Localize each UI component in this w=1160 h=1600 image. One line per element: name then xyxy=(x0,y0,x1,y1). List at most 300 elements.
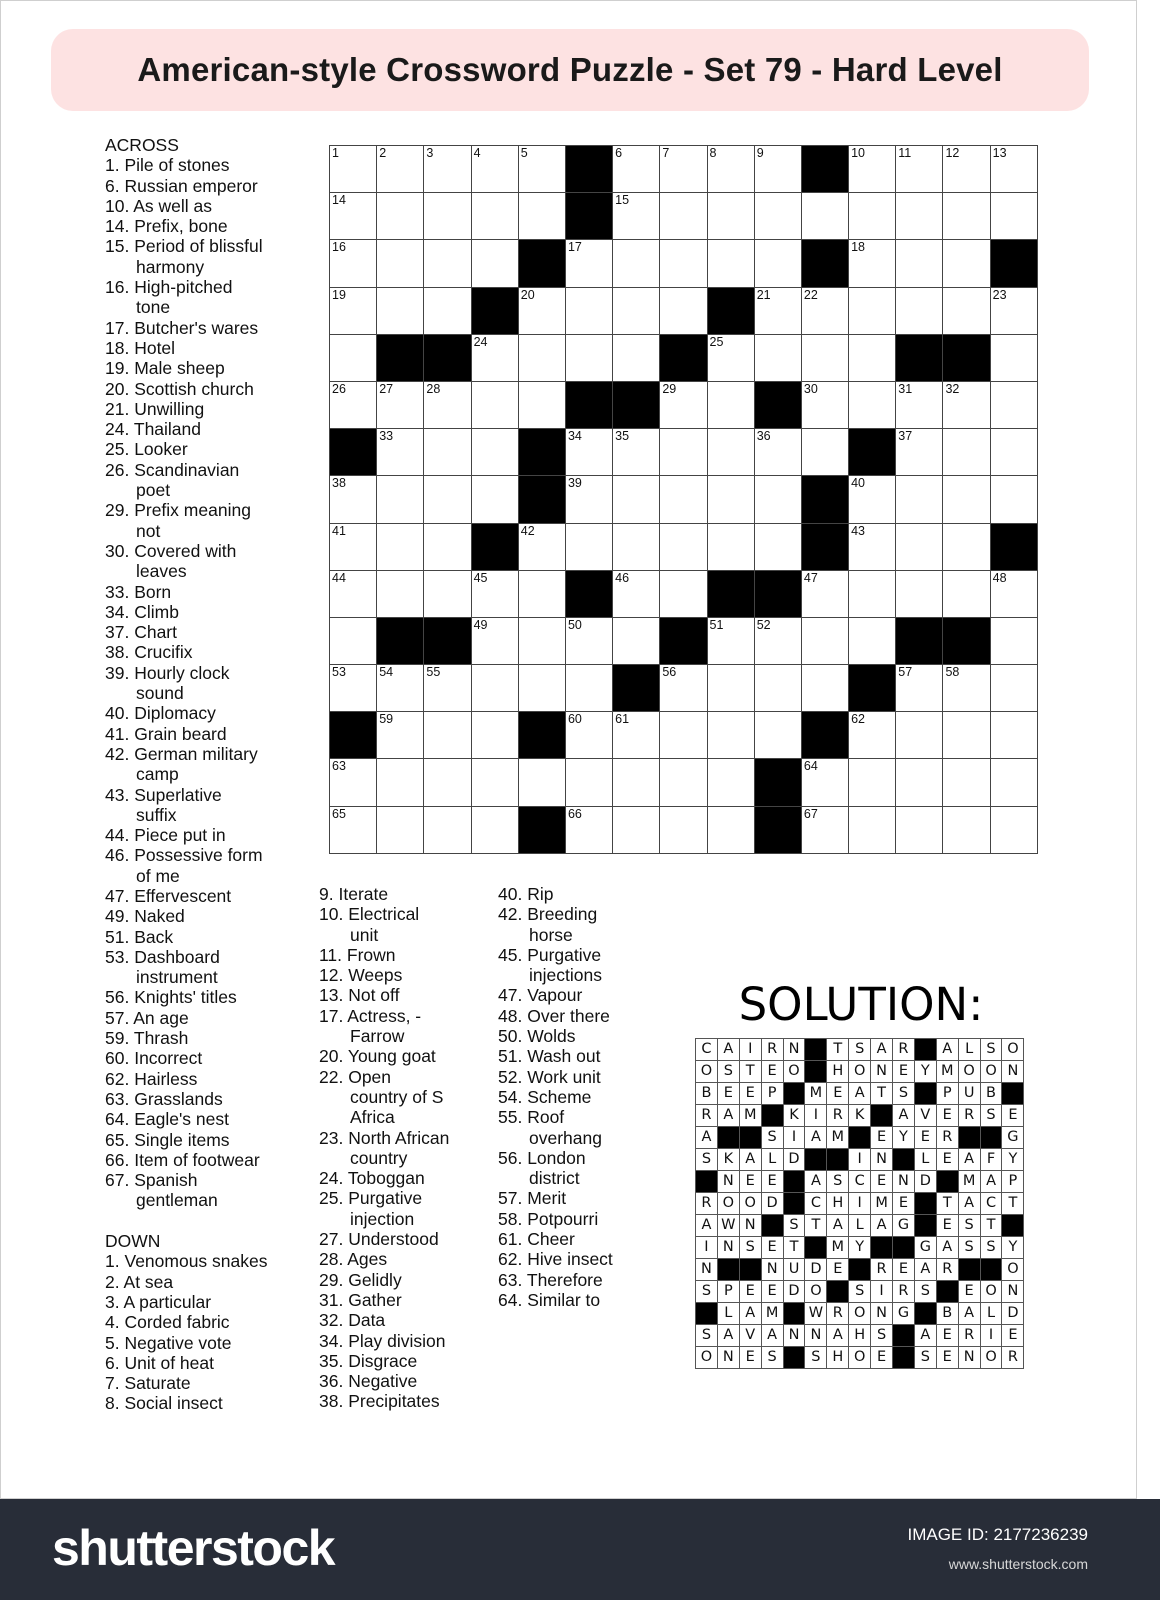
solution-letter: N xyxy=(959,1347,981,1369)
solution-letter: O xyxy=(981,1347,1003,1369)
grid-cell[interactable] xyxy=(943,429,990,476)
grid-cell[interactable] xyxy=(896,382,943,429)
grid-cell[interactable] xyxy=(377,146,424,193)
grid-cell[interactable] xyxy=(472,759,519,806)
black-square xyxy=(755,807,802,854)
clue-text: Corded fabric xyxy=(124,1312,230,1333)
black-square xyxy=(519,476,566,523)
grid-cell[interactable] xyxy=(330,759,377,806)
across-clue xyxy=(105,602,305,622)
grid-cell[interactable] xyxy=(849,807,896,854)
clue-number: 25. xyxy=(105,439,130,460)
grid-cell[interactable] xyxy=(424,712,471,759)
grid-cell[interactable] xyxy=(708,807,755,854)
grid-cell[interactable] xyxy=(613,759,660,806)
down-clue xyxy=(105,1251,305,1271)
grid-cell[interactable] xyxy=(755,429,802,476)
clue-text: Roof overhang xyxy=(527,1107,602,1148)
solution-black-square xyxy=(893,1347,915,1369)
grid-cell[interactable] xyxy=(377,288,424,335)
grid-cell[interactable] xyxy=(613,193,660,240)
crossword-grid[interactable] xyxy=(329,145,1038,854)
solution-black-square xyxy=(849,1259,871,1281)
shutterstock-logo[interactable]: shutterstock xyxy=(52,1520,335,1576)
grid-cell[interactable] xyxy=(943,193,990,240)
solution-letter: S xyxy=(784,1215,806,1237)
grid-cell[interactable] xyxy=(896,807,943,854)
across-clue xyxy=(105,358,305,378)
solution-letter: R xyxy=(696,1193,718,1215)
solution-letter: E xyxy=(937,1215,959,1237)
grid-cell[interactable] xyxy=(613,524,660,571)
solution-letter: E xyxy=(718,1083,740,1105)
solution-black-square xyxy=(827,1281,849,1303)
solution-letter: P xyxy=(937,1083,959,1105)
grid-cell[interactable] xyxy=(943,712,990,759)
cell-number: 1 xyxy=(332,146,339,160)
solution-black-square xyxy=(871,1105,893,1127)
cell-number: 43 xyxy=(851,523,865,538)
clue-number: 18. xyxy=(105,337,130,358)
grid-cell[interactable] xyxy=(613,807,660,854)
cell-number: 25 xyxy=(709,334,724,349)
black-square xyxy=(519,712,566,759)
solution-letter: D xyxy=(784,1149,806,1171)
across-clue xyxy=(105,236,305,277)
grid-cell[interactable] xyxy=(991,146,1038,193)
grid-cell[interactable] xyxy=(755,665,802,712)
grid-cell[interactable] xyxy=(849,476,896,523)
solution-black-square xyxy=(827,1149,849,1171)
clue-text: Breeding horse xyxy=(527,904,598,945)
grid-cell[interactable] xyxy=(849,382,896,429)
cell-number: 54 xyxy=(379,665,394,680)
grid-cell[interactable] xyxy=(613,571,660,618)
grid-cell[interactable] xyxy=(660,240,707,287)
grid-cell[interactable] xyxy=(755,618,802,665)
grid-cell[interactable] xyxy=(519,288,566,335)
clue-number: 16. xyxy=(105,277,130,298)
grid-cell[interactable] xyxy=(991,665,1038,712)
grid-cell[interactable] xyxy=(424,665,471,712)
grid-cell[interactable] xyxy=(330,618,377,665)
grid-cell[interactable] xyxy=(896,571,943,618)
grid-cell[interactable] xyxy=(377,665,424,712)
grid-cell[interactable] xyxy=(377,476,424,523)
solution-letter: G xyxy=(1002,1127,1024,1149)
grid-cell[interactable] xyxy=(708,759,755,806)
black-square xyxy=(613,665,660,712)
clue-number: 59. xyxy=(105,1028,130,1049)
grid-cell[interactable] xyxy=(566,288,613,335)
grid-cell[interactable] xyxy=(943,665,990,712)
clue-text: Unit of heat xyxy=(124,1352,214,1373)
grid-cell[interactable] xyxy=(613,429,660,476)
grid-cell[interactable] xyxy=(330,382,377,429)
grid-cell[interactable] xyxy=(424,476,471,523)
grid-cell[interactable] xyxy=(708,665,755,712)
solution-letter: N xyxy=(1002,1281,1024,1303)
grid-cell[interactable] xyxy=(330,193,377,240)
cell-number: 27 xyxy=(379,381,394,396)
grid-cell[interactable] xyxy=(330,476,377,523)
grid-cell[interactable] xyxy=(472,193,519,240)
grid-cell[interactable] xyxy=(472,429,519,476)
down-clue xyxy=(319,1391,494,1411)
solution-letter: S xyxy=(762,1347,784,1369)
grid-cell[interactable] xyxy=(424,759,471,806)
solution-letter: H xyxy=(849,1325,871,1347)
clue-text: Vapour xyxy=(527,985,583,1006)
grid-cell[interactable] xyxy=(896,476,943,523)
grid-cell[interactable] xyxy=(519,335,566,382)
grid-cell[interactable] xyxy=(613,618,660,665)
solution-black-square xyxy=(915,1193,937,1215)
grid-cell[interactable] xyxy=(991,429,1038,476)
solution-letter: G xyxy=(915,1237,937,1259)
grid-cell[interactable] xyxy=(566,759,613,806)
grid-cell[interactable] xyxy=(566,335,613,382)
grid-cell[interactable] xyxy=(330,571,377,618)
clue-column-2 xyxy=(319,884,494,1412)
solution-letter: I xyxy=(696,1237,718,1259)
grid-cell[interactable] xyxy=(472,382,519,429)
solution-letter: F xyxy=(981,1149,1003,1171)
solution-letter: S xyxy=(740,1237,762,1259)
grid-cell[interactable] xyxy=(330,524,377,571)
grid-cell[interactable] xyxy=(472,146,519,193)
grid-cell[interactable] xyxy=(755,712,802,759)
grid-cell[interactable] xyxy=(330,146,377,193)
grid-cell[interactable] xyxy=(613,335,660,382)
grid-cell[interactable] xyxy=(424,288,471,335)
grid-cell[interactable] xyxy=(943,382,990,429)
solution-letter: S xyxy=(696,1281,718,1303)
grid-cell[interactable] xyxy=(991,193,1038,240)
across-clue xyxy=(105,277,305,318)
grid-cell[interactable] xyxy=(755,193,802,240)
grid-cell[interactable] xyxy=(377,759,424,806)
grid-cell[interactable] xyxy=(472,571,519,618)
grid-cell[interactable] xyxy=(802,571,849,618)
grid-cell[interactable] xyxy=(802,288,849,335)
grid-cell[interactable] xyxy=(660,759,707,806)
solution-black-square xyxy=(893,1149,915,1171)
solution-letter: D xyxy=(1002,1303,1024,1325)
clue-number: 24. xyxy=(319,1168,344,1189)
grid-cell[interactable] xyxy=(708,476,755,523)
grid-cell[interactable] xyxy=(660,571,707,618)
grid-cell[interactable] xyxy=(708,524,755,571)
down-clue xyxy=(498,945,673,986)
grid-cell[interactable] xyxy=(708,240,755,287)
grid-cell[interactable] xyxy=(424,382,471,429)
grid-cell[interactable] xyxy=(849,335,896,382)
grid-cell[interactable] xyxy=(566,524,613,571)
solution-black-square xyxy=(762,1105,784,1127)
grid-cell[interactable] xyxy=(613,146,660,193)
solution-letter: A xyxy=(871,1215,893,1237)
grid-cell[interactable] xyxy=(849,240,896,287)
across-clue xyxy=(105,1089,305,1109)
clue-number: 17. xyxy=(319,1005,344,1026)
solution-black-square xyxy=(981,1259,1003,1281)
solution-letter: I xyxy=(740,1039,762,1061)
clue-text: Frown xyxy=(346,944,396,965)
grid-cell[interactable] xyxy=(802,759,849,806)
grid-cell[interactable] xyxy=(660,524,707,571)
solution-black-square xyxy=(740,1259,762,1281)
solution-letter: N xyxy=(740,1215,762,1237)
grid-cell[interactable] xyxy=(755,240,802,287)
grid-cell[interactable] xyxy=(943,759,990,806)
grid-cell[interactable] xyxy=(660,665,707,712)
clue-number: 4. xyxy=(105,1312,120,1333)
solution-letter: L xyxy=(981,1303,1003,1325)
cell-number: 61 xyxy=(615,712,630,727)
grid-cell[interactable] xyxy=(330,665,377,712)
grid-cell[interactable] xyxy=(566,240,613,287)
solution-letter: C xyxy=(696,1039,718,1061)
solution-black-square xyxy=(805,1061,827,1083)
grid-cell[interactable] xyxy=(991,807,1038,854)
grid-cell[interactable] xyxy=(424,571,471,618)
grid-cell[interactable] xyxy=(613,476,660,523)
grid-cell[interactable] xyxy=(943,571,990,618)
grid-cell[interactable] xyxy=(377,524,424,571)
across-clue xyxy=(105,663,305,704)
solution-letter: E xyxy=(893,1193,915,1215)
grid-cell[interactable] xyxy=(708,618,755,665)
solution-letter: S xyxy=(893,1083,915,1105)
grid-cell[interactable] xyxy=(613,240,660,287)
grid-cell[interactable] xyxy=(472,665,519,712)
site-url[interactable]: www.shutterstock.com xyxy=(948,1556,1088,1572)
solution-letter: U xyxy=(784,1259,806,1281)
grid-cell[interactable] xyxy=(377,571,424,618)
clue-number: 41. xyxy=(105,723,130,744)
grid-cell[interactable] xyxy=(708,712,755,759)
clue-number: 37. xyxy=(105,622,130,643)
grid-cell[interactable] xyxy=(660,288,707,335)
solution-letter: O xyxy=(959,1061,981,1083)
grid-cell[interactable] xyxy=(519,146,566,193)
grid-cell[interactable] xyxy=(519,524,566,571)
grid-cell[interactable] xyxy=(991,759,1038,806)
grid-cell[interactable] xyxy=(424,240,471,287)
grid-cell[interactable] xyxy=(566,476,613,523)
grid-cell[interactable] xyxy=(802,618,849,665)
black-square xyxy=(708,288,755,335)
grid-cell[interactable] xyxy=(377,807,424,854)
solution-letter: A xyxy=(805,1127,827,1149)
solution-letter: A xyxy=(915,1325,937,1347)
across-clue xyxy=(105,176,305,196)
grid-cell[interactable] xyxy=(424,146,471,193)
grid-cell[interactable] xyxy=(896,665,943,712)
grid-cell[interactable] xyxy=(896,524,943,571)
solution-letter: S xyxy=(696,1149,718,1171)
grid-cell[interactable] xyxy=(566,429,613,476)
grid-cell[interactable] xyxy=(660,807,707,854)
cell-number: 4 xyxy=(473,146,481,160)
cell-number: 52 xyxy=(756,617,771,632)
down-clue xyxy=(105,1393,305,1413)
grid-cell[interactable] xyxy=(660,476,707,523)
grid-cell[interactable] xyxy=(708,193,755,240)
grid-cell[interactable] xyxy=(708,146,755,193)
across-clue xyxy=(105,724,305,744)
clue-text: Negative xyxy=(348,1371,418,1392)
grid-cell[interactable] xyxy=(896,759,943,806)
down-clue xyxy=(319,985,494,1005)
grid-cell[interactable] xyxy=(566,665,613,712)
cell-number: 33 xyxy=(379,429,394,444)
grid-cell[interactable] xyxy=(566,807,613,854)
grid-cell[interactable] xyxy=(943,476,990,523)
grid-cell[interactable] xyxy=(708,335,755,382)
grid-cell[interactable] xyxy=(896,288,943,335)
grid-cell[interactable] xyxy=(330,807,377,854)
solution-letter: D xyxy=(805,1259,827,1281)
grid-cell[interactable] xyxy=(896,429,943,476)
grid-cell[interactable] xyxy=(849,759,896,806)
grid-cell[interactable] xyxy=(660,382,707,429)
grid-cell[interactable] xyxy=(991,382,1038,429)
black-square xyxy=(802,476,849,523)
grid-cell[interactable] xyxy=(943,807,990,854)
grid-cell[interactable] xyxy=(330,335,377,382)
clue-text: Hairless xyxy=(134,1068,198,1089)
grid-cell[interactable] xyxy=(802,382,849,429)
grid-cell[interactable] xyxy=(943,288,990,335)
clue-text: Purgative injections xyxy=(527,944,602,986)
grid-cell[interactable] xyxy=(755,476,802,523)
solution-letter: R xyxy=(959,1325,981,1347)
grid-cell[interactable] xyxy=(519,571,566,618)
grid-cell[interactable] xyxy=(519,665,566,712)
grid-cell[interactable] xyxy=(613,288,660,335)
grid-cell[interactable] xyxy=(472,712,519,759)
clue-number: 46. xyxy=(105,845,130,866)
grid-cell[interactable] xyxy=(519,382,566,429)
grid-cell[interactable] xyxy=(896,712,943,759)
grid-cell[interactable] xyxy=(849,288,896,335)
grid-cell[interactable] xyxy=(330,240,377,287)
clue-text: Actress, - Farrow xyxy=(347,1005,422,1047)
solution-letter: R xyxy=(696,1105,718,1127)
grid-cell[interactable] xyxy=(660,146,707,193)
solution-letter: S xyxy=(696,1325,718,1347)
grid-cell[interactable] xyxy=(991,476,1038,523)
grid-cell[interactable] xyxy=(377,240,424,287)
grid-cell[interactable] xyxy=(472,476,519,523)
down-clue xyxy=(319,1229,494,1249)
grid-cell[interactable] xyxy=(802,193,849,240)
grid-cell[interactable] xyxy=(377,193,424,240)
grid-cell[interactable] xyxy=(424,524,471,571)
clue-number: 9. xyxy=(319,884,334,904)
grid-cell[interactable] xyxy=(377,712,424,759)
grid-cell[interactable] xyxy=(708,382,755,429)
grid-cell[interactable] xyxy=(519,618,566,665)
grid-cell[interactable] xyxy=(991,618,1038,665)
grid-cell[interactable] xyxy=(660,712,707,759)
solution-letter: G xyxy=(893,1303,915,1325)
grid-cell[interactable] xyxy=(377,429,424,476)
grid-cell[interactable] xyxy=(802,807,849,854)
grid-cell[interactable] xyxy=(424,429,471,476)
grid-cell[interactable] xyxy=(472,335,519,382)
grid-cell[interactable] xyxy=(566,618,613,665)
grid-cell[interactable] xyxy=(849,146,896,193)
grid-cell[interactable] xyxy=(896,193,943,240)
grid-cell[interactable] xyxy=(708,429,755,476)
grid-cell[interactable] xyxy=(802,665,849,712)
grid-cell[interactable] xyxy=(519,193,566,240)
grid-cell[interactable] xyxy=(566,712,613,759)
black-square xyxy=(943,335,990,382)
grid-cell[interactable] xyxy=(472,807,519,854)
grid-cell[interactable] xyxy=(991,571,1038,618)
grid-cell[interactable] xyxy=(943,146,990,193)
grid-cell[interactable] xyxy=(755,288,802,335)
cell-number: 35 xyxy=(615,429,630,444)
clue-number: 34. xyxy=(319,1330,344,1351)
grid-cell[interactable] xyxy=(330,288,377,335)
grid-cell[interactable] xyxy=(991,335,1038,382)
cell-number: 67 xyxy=(803,806,818,821)
grid-cell[interactable] xyxy=(849,193,896,240)
grid-cell[interactable] xyxy=(802,335,849,382)
solution-letter: Y xyxy=(915,1061,937,1083)
grid-cell[interactable] xyxy=(660,193,707,240)
grid-cell[interactable] xyxy=(849,618,896,665)
grid-cell[interactable] xyxy=(943,524,990,571)
grid-cell[interactable] xyxy=(802,429,849,476)
clue-text: Young goat xyxy=(347,1046,436,1067)
grid-cell[interactable] xyxy=(613,712,660,759)
grid-cell[interactable] xyxy=(849,712,896,759)
across-clue xyxy=(105,439,305,459)
grid-cell[interactable] xyxy=(424,193,471,240)
grid-cell[interactable] xyxy=(943,240,990,287)
clue-number: 48. xyxy=(498,1005,523,1026)
grid-cell[interactable] xyxy=(424,807,471,854)
grid-cell[interactable] xyxy=(660,429,707,476)
grid-cell[interactable] xyxy=(472,618,519,665)
grid-cell[interactable] xyxy=(896,146,943,193)
cell-number: 28 xyxy=(426,381,441,396)
grid-cell[interactable] xyxy=(755,524,802,571)
clue-number: 24. xyxy=(105,419,130,440)
grid-cell[interactable] xyxy=(755,335,802,382)
clue-text: Over there xyxy=(527,1005,610,1026)
grid-cell[interactable] xyxy=(519,759,566,806)
grid-cell[interactable] xyxy=(849,524,896,571)
across-clue xyxy=(105,399,305,419)
grid-cell[interactable] xyxy=(896,240,943,287)
cell-number: 46 xyxy=(615,570,630,585)
grid-cell[interactable] xyxy=(991,288,1038,335)
cell-number: 45 xyxy=(473,570,488,585)
grid-cell[interactable] xyxy=(377,382,424,429)
grid-cell[interactable] xyxy=(472,240,519,287)
grid-cell[interactable] xyxy=(849,571,896,618)
clue-text: Piece put in xyxy=(134,825,226,846)
grid-cell[interactable] xyxy=(991,712,1038,759)
grid-cell[interactable] xyxy=(755,146,802,193)
